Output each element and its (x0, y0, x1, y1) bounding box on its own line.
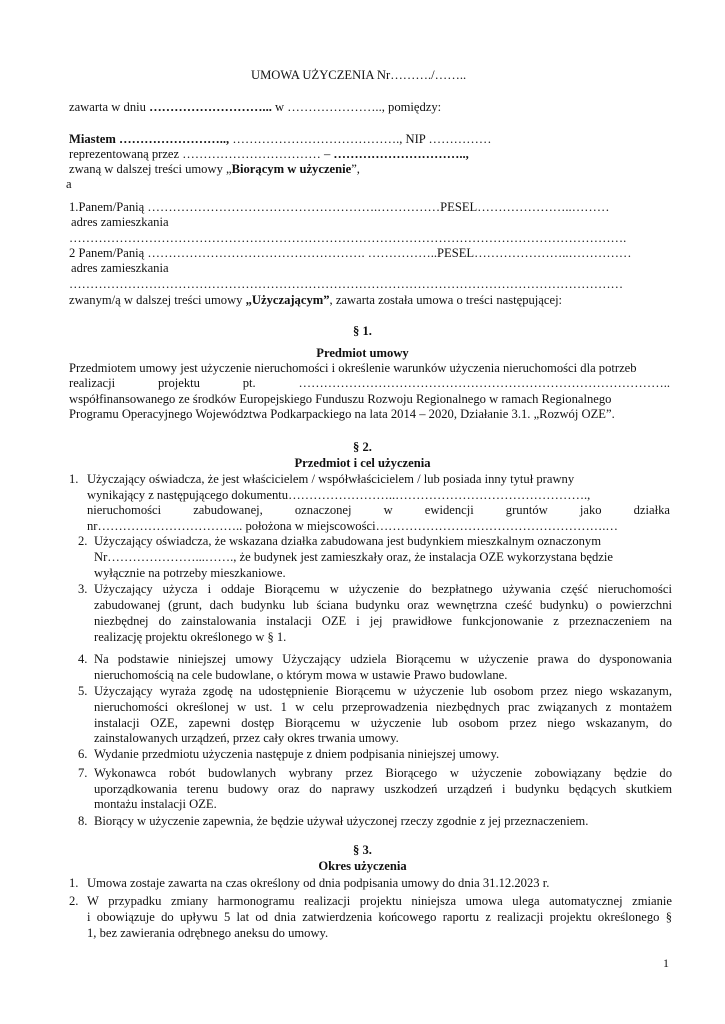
miasto-nip: …………………………………., NIP …………… (229, 132, 492, 146)
section-1-text-line-4: Programu Operacyjnego Województwa Podkarpackiego na lata 2014 – 2020, Działanie 3.1. „Rozwój OZE”. (69, 407, 615, 421)
s2-item-4-line-1: Na podstawie niniejszej umowy Użyczający udziela Biorącemu w użyczenie prawa do dysponowania (94, 652, 672, 666)
party-2-address-dots: …………………………………………………………………………………………………………………… (69, 277, 624, 291)
s2-item-2-line-3: wyłącznie na potrzeby mieszkaniowe. (94, 566, 286, 580)
page-number: 1 (663, 956, 669, 970)
representative-dots: ………………………….., (333, 147, 469, 161)
s2-item-2-number: 2. (78, 534, 88, 548)
borrower-def-end: ”, (351, 162, 360, 176)
s2-item-3-line-4: realizację projektu określonego w § 1. (94, 630, 287, 644)
party-1-address-dots: ……………………………………………………………………………………………………………………. (69, 231, 627, 245)
s2-item-4-line-2: nieruchomością na cele budowlane, o którym mowa w ustawie Prawo budowlane. (94, 668, 508, 682)
s2-item-1-line-3: nieruchomości zabudowanej, oznaczonej w ewidencji gruntów jako działka (87, 503, 670, 517)
representative-line (69, 147, 469, 161)
miasto-line (69, 132, 491, 146)
s2-item-7-line-1: Wykonawca robót budowlanych wybrany przez Biorącego w użyczenie zobowiązany będzie do (94, 766, 672, 780)
section-1-text-line-1: Przedmiotem umowy jest użyczenie nieruchomości i określenie warunków użyczenia nieruchomości dla potrzeb (69, 361, 637, 375)
s2-item-5-line-1: Użyczający wyraża zgodę na udostępnienie Biorącemu w użyczenie lub osobom przez niego wskazanym, (94, 684, 672, 698)
s2-item-1-line-2: wynikający z następującego dokumentu……………………..………………………………………., (87, 488, 591, 502)
borrower-def-text: zwaną w dalszej treści umowy „ (69, 162, 232, 176)
intro-place-text: w ………………….., pomiędzy: (271, 100, 442, 114)
conjunction-a: a (66, 177, 72, 191)
s2-item-5-line-2: nieruchomości określonej w ust. 1 w celu przeprowadzenia niezbędnych prac związanych z montażem (94, 700, 672, 714)
s2-item-3-number: 3. (78, 582, 88, 596)
s2-item-4-number: 4. (78, 652, 88, 666)
s2-item-3-line-3: niezbędnej do zainstalowania instalacji OZE i jej prawidłowe funkcjonowanie z przeznaczeniem na (94, 614, 672, 628)
s2-item-2-line-2: Nr…………………...……., że budynek jest zamieszkały oraz, że instalacja OZE wykorzystana będzie (94, 550, 613, 564)
s2-item-6-line-1: Wydanie przedmiotu użyczenia następuje z dniem podpisania niniejszej umowy. (94, 747, 500, 761)
s3-item-2-line-1: W przypadku zmiany harmonogramu realizacji projektu niniejsza umowa ulega automatycznej zmianie (87, 894, 672, 908)
document-title: UMOWA UŻYCZENIA Nr………./…….. (251, 68, 467, 82)
section-1-number: § 1. (353, 324, 372, 338)
section-2-number: § 2. (353, 440, 372, 454)
s3-item-1-line-1: Umowa zostaje zawarta na czas określony od dnia podpisania umowy do dnia 31.12.2023 r. (87, 876, 550, 890)
lender-definition-line (69, 293, 562, 307)
s2-item-6-number: 6. (78, 747, 88, 761)
party-2-line: 2 Panem/Panią ……………………………………………. ……………..PESEL…………………..…………… (69, 246, 632, 260)
party-1-address-label: adres zamieszkania (71, 215, 169, 229)
s3-item-2-line-2: i obowiązuje do upływu 5 lat od dnia zatwierdzenia końcowego raportu z realizacji projektu określonego § (87, 910, 672, 924)
intro-date-line (69, 100, 441, 114)
lender-term: „Użyczającym” (245, 293, 330, 307)
s2-item-1-line-4: nr…………………………….. położona w miejscowości……………………………………………….… (87, 519, 619, 533)
s2-item-8-number: 8. (78, 814, 88, 828)
lender-def-text: zwanym/ą w dalszej treści umowy (69, 293, 246, 307)
party-1-line: 1.Panem/Panią ……………………………………………….……………PESEL…………………..……… (69, 200, 610, 214)
borrower-definition-line (69, 162, 360, 176)
miasto-label: Miastem …………………….., (69, 132, 230, 146)
section-1-text-line-2: realizacji projektu pt. …………………………………………………………………………….. (69, 376, 670, 390)
s2-item-5-line-4: zainstalowanych urządzeń, przez cały okres trwania umowy. (94, 731, 399, 745)
s2-item-7-line-3: montażu instalacji OZE. (94, 797, 217, 811)
intro-date-dots: ………………………... (149, 100, 272, 114)
s2-item-8-line-1: Biorący w użyczenie zapewnia, że będzie używał użyczonej rzeczy zgodnie z jej przeznaczeniem. (94, 814, 589, 828)
s2-item-5-number: 5. (78, 684, 88, 698)
s3-item-1-number: 1. (69, 876, 79, 890)
section-1-title: Predmiot umowy (316, 346, 409, 360)
s2-item-5-line-3: instalacji OZE, zapewni dostęp Biorącemu w użyczenie lub osobom przez niego wskazanym, do (94, 716, 672, 730)
section-3-title: Okres użyczenia (318, 859, 407, 873)
lender-def-end: , zawarta została umowa o treści następującej: (329, 293, 563, 307)
party-2-address-label: adres zamieszkania (71, 261, 169, 275)
intro-date-label: zawarta w dniu (69, 100, 150, 114)
s2-item-3-line-1: Użyczający użycza i oddaje Biorącemu w użyczenie do bezpłatnego używania część nieruchomości (94, 582, 672, 596)
section-3-number: § 3. (353, 843, 372, 857)
s2-item-2-line-1: Użyczający oświadcza, że wskazana działka zabudowana jest budynkiem mieszkalnym oznaczonym (94, 534, 602, 548)
representative-label: reprezentowaną przez …………………………… – (69, 147, 334, 161)
s2-item-7-number: 7. (78, 766, 88, 780)
s2-item-1-line-1: Użyczający oświadcza, że jest właścicielem / współwłaścicielem / lub posiada inny tytuł prawny (87, 472, 575, 486)
section-2-title: Przedmiot i cel użyczenia (294, 456, 431, 470)
s2-item-7-line-2: uporządkowania terenu budowy oraz do naprawy uszkodzeń urządzeń i budynku będących skutkiem (94, 782, 672, 796)
section-1-text-line-3: współfinansowanego ze środków Europejskiego Funduszu Rozwoju Regionalnego w ramach Regionalnego (69, 392, 612, 406)
s2-item-1-number: 1. (69, 472, 79, 486)
s3-item-2-number: 2. (69, 894, 79, 908)
s3-item-2-line-3: 1, bez zawierania odrębnego aneksu do umowy. (87, 926, 329, 940)
borrower-term: Biorącym w użyczenie (231, 162, 352, 176)
s2-item-3-line-2: zabudowanej (grunt, dach budynku lub ściana budynku oraz wewnętrzna cześć budynku) o powierzchni (94, 598, 672, 612)
